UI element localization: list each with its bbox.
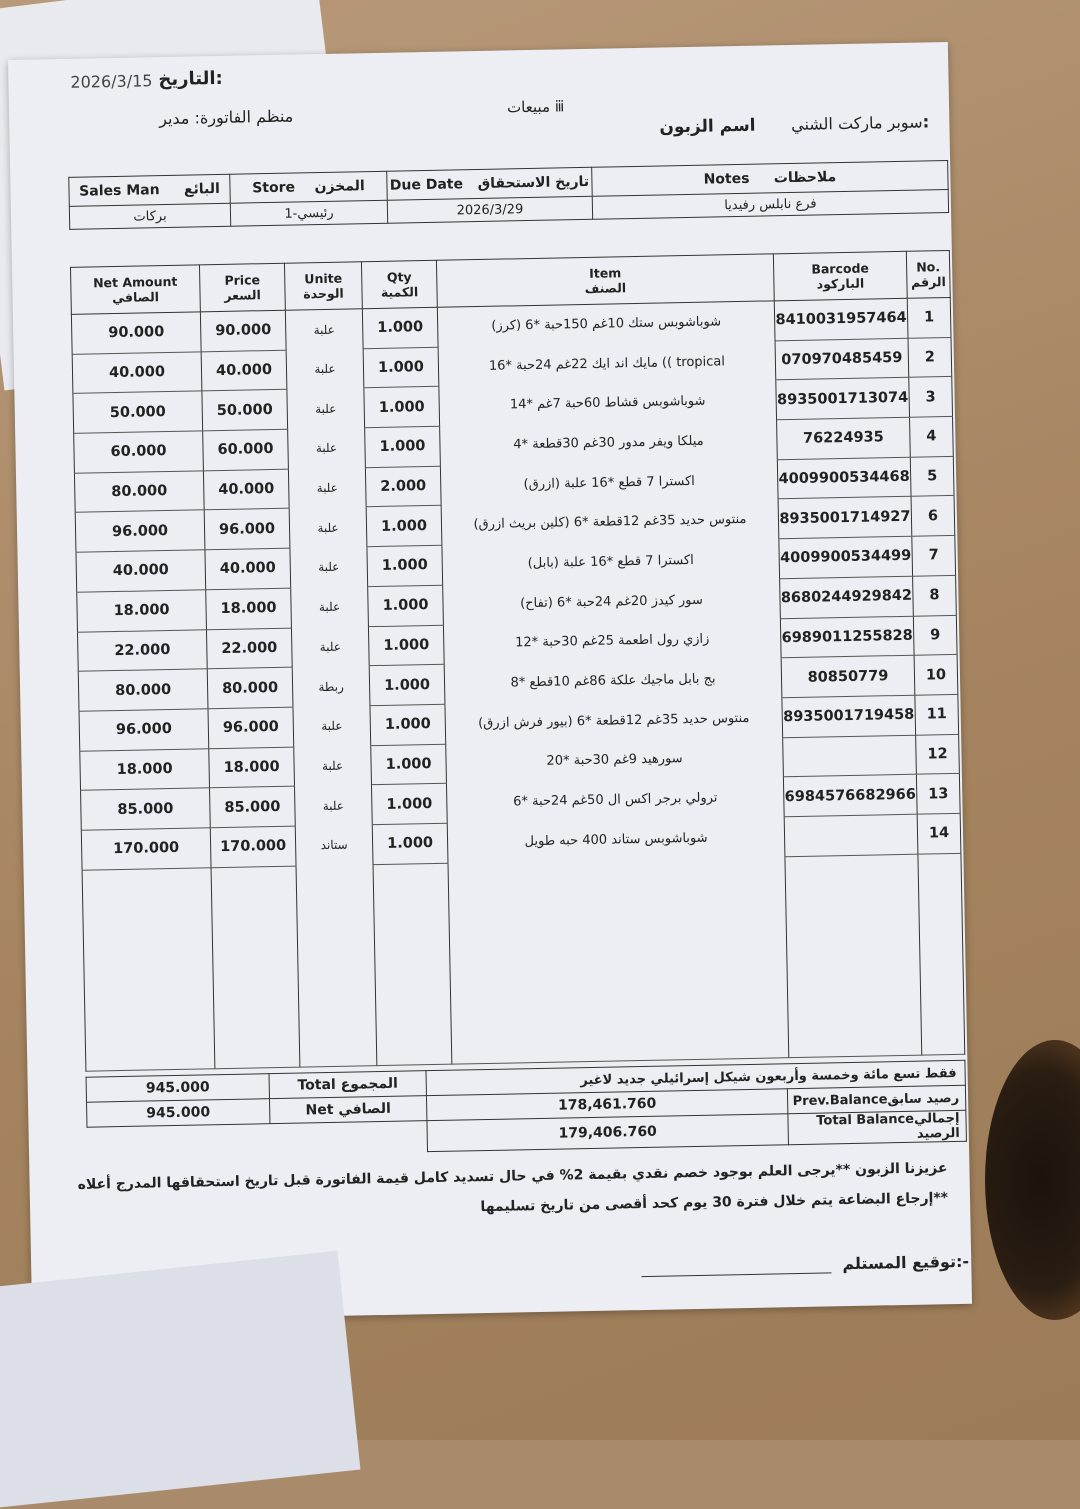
cell-barcode: 80850779 xyxy=(781,655,915,697)
prev-balance-value: 178,461.760 xyxy=(426,1089,787,1121)
notes-header: Notes ملاحظات xyxy=(592,160,948,196)
discount-note: عزيزنا الزبون **يرجى العلم بوجود خصم نقدي بقيمة 2% في حال تسديد كامل قيمة الفاتورة قبل تاريخ استحقاقها المدرج أعلاه xyxy=(77,1160,948,1193)
cell-no: 11 xyxy=(915,694,959,735)
cell-price: 80.000 xyxy=(207,667,293,708)
due-date-header: Due Date تاريخ الاستحقاق xyxy=(387,167,593,200)
cell-net: 90.000 xyxy=(71,312,201,354)
cell-barcode xyxy=(784,814,918,856)
cell-net: 18.000 xyxy=(77,590,207,632)
invoice-date-label: التاريخ: xyxy=(158,67,223,91)
cell-net: 40.000 xyxy=(76,550,206,592)
cell-item: اكسترا 7 قطع *16 علبة (بابل) xyxy=(442,539,780,585)
signature-blank xyxy=(641,1272,831,1277)
cell-qty: 1.000 xyxy=(372,823,448,864)
cell-unit: علبة xyxy=(287,388,365,429)
cell-unit: علبة xyxy=(294,785,372,826)
cell-qty: 1.000 xyxy=(370,704,446,745)
cell-no: 5 xyxy=(910,456,954,497)
net-label: Net الصافي xyxy=(269,1096,426,1124)
cell-unit: علبة xyxy=(290,547,368,588)
cell-barcode: 8935001713074 xyxy=(776,378,910,420)
cell-no: 12 xyxy=(916,734,960,775)
cell-no: 1 xyxy=(907,297,951,338)
net-value: 945.000 xyxy=(87,1099,270,1128)
cell-price: 40.000 xyxy=(203,469,289,510)
cell-price: 18.000 xyxy=(206,588,292,629)
total-value: 945.000 xyxy=(86,1074,269,1103)
cell-qty: 1.000 xyxy=(365,426,441,467)
cell-price: 90.000 xyxy=(200,310,286,351)
cell-unit: علبة xyxy=(293,706,371,747)
totals-table xyxy=(86,1060,967,1159)
cell-item: شوباشوبس ستاند 400 حبه طويل xyxy=(447,817,785,863)
cell-unit: علبة xyxy=(289,507,367,548)
total-balance-label: Total Balanceإجمالي الرصيد xyxy=(788,1110,967,1144)
cell-net: 22.000 xyxy=(77,629,207,671)
cell-unit: علبة xyxy=(288,428,366,469)
salesman-header: Sales Man البائع xyxy=(69,174,231,206)
cell-item: سورهيد 9غم 30حبة *20 xyxy=(446,737,784,783)
prev-balance-label: Prev.Balanceرصيد سابق xyxy=(787,1085,965,1113)
total-balance-value: 179,406.760 xyxy=(427,1114,789,1152)
cell-item: سور كيدز 20غم 24حبة *6 (تفاح) xyxy=(443,579,781,625)
cell-no: 9 xyxy=(913,615,957,656)
cell-barcode xyxy=(783,735,917,777)
cell-barcode: 76224935 xyxy=(777,417,911,459)
cell-unit: علبة xyxy=(285,309,363,350)
cell-price: 18.000 xyxy=(209,747,295,788)
cell-price: 40.000 xyxy=(205,548,291,589)
cell-barcode: 8935001714927 xyxy=(778,497,912,539)
cell-unit: علبة xyxy=(288,467,366,508)
cell-net: 170.000 xyxy=(81,828,211,870)
cell-qty: 1.000 xyxy=(364,387,440,428)
cell-qty: 1.000 xyxy=(362,307,438,348)
cell-net: 80.000 xyxy=(74,471,204,513)
col-barcode: Barcode الباركود xyxy=(773,251,907,301)
cell-net: 50.000 xyxy=(73,391,203,433)
info-table xyxy=(68,160,949,230)
cell-qty: 1.000 xyxy=(366,506,442,547)
customer-label: اسم الزبون: xyxy=(659,112,930,138)
cell-barcode: 4009900534468 xyxy=(777,457,911,499)
cell-net: 80.000 xyxy=(78,669,208,711)
cell-qty: 1.000 xyxy=(369,664,445,705)
cell-no: 2 xyxy=(908,337,952,378)
cell-item: منتوس حديد 35غم 12قطعة *6 (كلين بريث ازرق) xyxy=(441,499,779,545)
cell-price: 40.000 xyxy=(201,350,287,391)
cell-no: 7 xyxy=(912,536,956,577)
cell-qty: 1.000 xyxy=(368,625,444,666)
cell-item: بج بابل ماجيك علكة 86غم 10قطع *8 xyxy=(444,658,782,704)
cell-item: مايك اند ايك 22غم 24حبة *16 (( tropical xyxy=(438,341,776,387)
due-date-value: 2026/3/29 xyxy=(387,196,592,223)
cell-no: 10 xyxy=(914,655,958,696)
cell-no: 4 xyxy=(910,416,954,457)
salesman-value: بركات xyxy=(69,203,230,229)
cell-barcode: 8410031957464 xyxy=(774,298,908,340)
cell-net: 96.000 xyxy=(75,510,205,552)
cell-unit: علبة xyxy=(286,348,364,389)
cell-qty: 1.000 xyxy=(363,347,439,388)
cell-item: ميلكا ويفر مدور 30غم 30قطعة *4 xyxy=(440,420,778,466)
signature-label: توقيع المستلم:- xyxy=(842,1251,970,1274)
invoice-type: مبيعات ⅲ xyxy=(506,97,565,117)
col-item: Item الصنف xyxy=(436,254,774,307)
cell-price: 50.000 xyxy=(202,390,288,431)
cell-no: 3 xyxy=(909,377,953,418)
col-no: No. الرقم xyxy=(906,250,950,298)
cell-qty: 1.000 xyxy=(371,783,447,824)
customer-name: سوبر ماركت الشني xyxy=(790,112,923,134)
cell-price: 170.000 xyxy=(210,826,296,867)
table-empty-space xyxy=(82,853,965,1071)
cell-item: اكسترا 7 قطع *16 علبة (ازرق) xyxy=(440,460,778,506)
items-table xyxy=(70,250,965,1071)
store-value: 1-رئيسي xyxy=(230,200,387,226)
notes-value: فرع نابلس رفيديا xyxy=(592,189,948,219)
invoice-date: 2026/3/15 xyxy=(70,71,153,92)
cell-net: 18.000 xyxy=(80,748,210,790)
invoice-paper xyxy=(8,42,972,1322)
cell-item: شوباشوبس قشاط 60حبة 7غم *14 xyxy=(439,380,777,426)
cell-item: منتوس حديد 35غم 12قطعة *6 (بيور فرش ازرق) xyxy=(445,698,783,744)
return-note: **إرجاع البضاعة يتم خلال فترة 30 يوم كحد أقصى من تاريخ تسليمها xyxy=(480,1190,949,1216)
cell-unit: علبة xyxy=(294,745,372,786)
cell-item: زازي رول اطعمة 25غم 30حبة *12 xyxy=(443,618,781,664)
cell-net: 60.000 xyxy=(74,431,204,473)
cell-qty: 1.000 xyxy=(371,744,447,785)
cell-net: 96.000 xyxy=(79,709,209,751)
cell-no: 6 xyxy=(911,496,955,537)
cell-qty: 1.000 xyxy=(367,545,443,586)
cell-price: 96.000 xyxy=(204,509,290,550)
signature-line xyxy=(641,1252,969,1277)
cell-qty: 2.000 xyxy=(365,466,441,507)
cell-no: 8 xyxy=(913,575,957,616)
cell-no: 13 xyxy=(916,774,960,815)
amount-in-words: فقط تسع مائة وخمسة وأربعون شيكل إسرائيلي جديد لاغير xyxy=(426,1060,965,1095)
cell-barcode: 6984576682966 xyxy=(783,774,917,816)
cell-net: 85.000 xyxy=(81,788,211,830)
customer-line xyxy=(659,112,929,137)
cell-price: 96.000 xyxy=(208,707,294,748)
cell-unit: علبة xyxy=(291,626,369,667)
cell-barcode: 6989011255828 xyxy=(780,616,914,658)
store-header: Store المخزن xyxy=(230,171,388,203)
cell-no: 14 xyxy=(917,813,961,854)
cell-qty: 1.000 xyxy=(368,585,444,626)
cell-item: شوباشوبس ستك 10غم 150حبة *6 (كرز) xyxy=(437,301,775,347)
paper-sheet-front xyxy=(0,1251,360,1509)
col-net: Net Amount الصافي xyxy=(70,265,200,314)
cell-price: 60.000 xyxy=(203,429,289,470)
cell-unit: ربطة xyxy=(292,666,370,707)
cell-price: 85.000 xyxy=(210,786,296,827)
cell-unit: ستاند xyxy=(295,825,373,866)
total-label: Total المجموع xyxy=(269,1071,426,1099)
cell-unit: علبة xyxy=(291,587,369,628)
cell-barcode: 8935001719458 xyxy=(782,695,916,737)
cell-net: 40.000 xyxy=(72,352,202,394)
cell-item: ترولي برجر اكس ال 50غم 24حبة *6 xyxy=(446,777,784,823)
col-qty: Qty الكمية xyxy=(361,260,437,308)
col-unit: Unite الوحدة xyxy=(284,262,362,310)
cell-barcode: 8680244929842 xyxy=(780,576,914,618)
cell-barcode: 070970485459 xyxy=(775,338,909,380)
cell-barcode: 4009900534499 xyxy=(779,536,913,578)
cell-price: 22.000 xyxy=(206,628,292,669)
invoice-organizer: منظم الفاتورة: مدير xyxy=(158,106,294,129)
col-price: Price السعر xyxy=(199,263,285,312)
